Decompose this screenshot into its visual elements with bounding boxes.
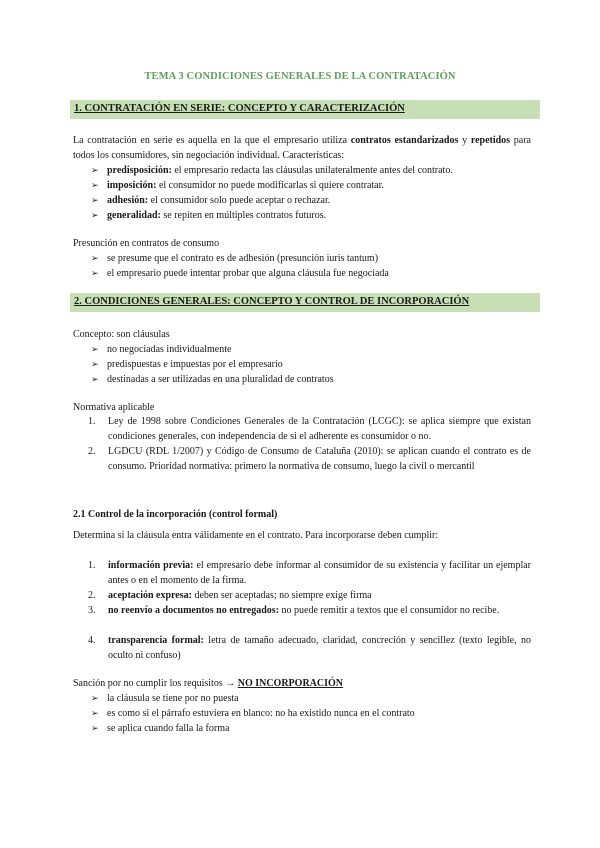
arrowhead-bullet-icon: ➢ xyxy=(91,360,99,370)
sanction-text: Sanción por no cumplir los requisitos → xyxy=(73,678,238,689)
document-title: TEMA 3 CONDICIONES GENERALES DE LA CONTRATACIÓN xyxy=(144,71,456,82)
requirement-text: no puede remitir a textos que el consumidor no recibe. xyxy=(279,605,500,616)
sanction-result: NO INCORPORACIÓN xyxy=(237,678,343,689)
concept-text: no negociadas individualmente xyxy=(107,344,232,355)
requirement-number: 3. xyxy=(88,605,96,616)
requirement-text: deben ser aceptadas; no siempre exige firma xyxy=(191,590,372,601)
intro-text-a: La contratación en serie es aquella en la que el empresario utiliza xyxy=(73,135,351,146)
arrowhead-bullet-icon: ➢ xyxy=(91,724,99,734)
norm-label: Normativa aplicable xyxy=(73,402,155,413)
feature-text: el consumidor solo puede aceptar o rechazar. xyxy=(148,195,331,206)
arrowhead-bullet-icon: ➢ xyxy=(91,694,99,704)
arrowhead-bullet-icon: ➢ xyxy=(91,166,99,176)
subsection-2-1-intro: Determina si la cláusula entra válidamente en el contrato. Para incorporarse deben cumplir: xyxy=(73,530,439,541)
arrowhead-bullet-icon: ➢ xyxy=(91,375,99,385)
sanction-item-text: es como si el párrafo estuviera en blanco: no ha existido nunca en el contrato xyxy=(107,708,415,719)
section-2-heading-bar xyxy=(70,293,540,312)
intro-term-standardized: contratos estandarizados xyxy=(350,135,459,146)
arrowhead-bullet-icon: ➢ xyxy=(91,196,99,206)
arrowhead-bullet-icon: ➢ xyxy=(91,709,99,719)
requirement-text: letra de tamaño adecuado, claridad, concreción y sencillez (texto legible, no oculto ni confuso) xyxy=(108,635,531,661)
feature-term: predisposición: xyxy=(107,165,172,176)
feature-text: el consumidor no puede modificarlas si quiere contratar. xyxy=(156,180,384,191)
requirement-body xyxy=(108,588,531,603)
concept-label: Concepto: son cláusulas xyxy=(73,329,170,340)
presumption-item xyxy=(91,251,378,267)
arrowhead-bullet-icon: ➢ xyxy=(91,269,99,279)
arrowhead-bullet-icon: ➢ xyxy=(91,181,99,191)
arrowhead-bullet-icon: ➢ xyxy=(91,345,99,355)
requirement-term: transparencia formal: xyxy=(108,635,204,646)
presumption-label: Presunción en contratos de consumo xyxy=(73,238,220,249)
arrowhead-bullet-icon: ➢ xyxy=(91,211,99,221)
norm-number: 1. xyxy=(88,416,96,427)
sanction-item xyxy=(91,721,229,737)
requirement-number: 4. xyxy=(88,635,96,646)
feature-term: adhesión: xyxy=(107,195,149,206)
intro-term-repeated: repetidos xyxy=(470,135,511,146)
feature-text: se repiten en múltiples contratos futuros. xyxy=(160,210,327,221)
requirement-term: aceptación expresa: xyxy=(108,590,192,601)
sanction-item-text: se aplica cuando falla la forma xyxy=(107,723,230,734)
requirement-body xyxy=(108,603,531,618)
presumption-text: se presume que el contrato es de adhesión (presunción iuris tantum) xyxy=(107,253,379,264)
feature-item xyxy=(91,193,330,209)
presumption-item xyxy=(91,266,389,282)
presumption-text: el empresario puede intentar probar que alguna cláusula fue negociada xyxy=(107,268,389,279)
subsection-2-1-heading: 2.1 Control de la incorporación (control formal) xyxy=(73,509,278,520)
norm-number: 2. xyxy=(88,446,96,457)
requirement-body xyxy=(108,558,531,588)
sanction-item xyxy=(91,691,239,707)
feature-item xyxy=(91,163,453,179)
intro-text-c: y xyxy=(458,135,471,146)
requirement-term: no reenvío a documentos no entregados: xyxy=(108,605,280,616)
requirement-number: 2. xyxy=(88,590,96,601)
requirement-number: 1. xyxy=(88,560,96,571)
sanction-item-text: la cláusula se tiene por no puesta xyxy=(107,693,239,704)
concept-text: destinadas a ser utilizadas en una pluralidad de contratos xyxy=(107,374,334,385)
requirement-text: el empresario debe informar al consumidor de su existencia y facilitar un ejemplar antes o en el momento de la firma. xyxy=(108,560,531,586)
section-1-intro xyxy=(73,133,531,163)
requirement-term: información previa: xyxy=(108,560,194,571)
concept-item xyxy=(91,357,283,373)
sanction-line xyxy=(73,676,531,691)
requirement-body xyxy=(108,633,531,663)
feature-item xyxy=(91,208,326,224)
intro-text-e: para todos los consumidores, sin negociación individual. Características: xyxy=(73,135,531,161)
feature-text: el empresario redacta las cláusulas unilateralmente antes del contrato. xyxy=(171,165,453,176)
arrowhead-bullet-icon: ➢ xyxy=(91,254,99,264)
norm-text: LGDCU (RDL 1/2007) y Código de Consumo de Cataluña (2010): se aplican cuando el contrato es de consumo. Prioridad normativa: primero la normativa de consumo, luego la civil o mercantil xyxy=(108,446,531,472)
concept-text: predispuestas e impuestas por el empresario xyxy=(107,359,283,370)
concept-item xyxy=(91,342,231,358)
section-1-heading-bar xyxy=(70,100,540,119)
section-1-heading: 1. CONTRATACIÓN EN SERIE: CONCEPTO Y CARACTERIZACIÓN xyxy=(74,103,405,114)
feature-term: generalidad: xyxy=(107,210,161,221)
sanction-item xyxy=(91,706,415,722)
feature-term: imposición: xyxy=(107,180,157,191)
feature-item xyxy=(91,178,384,194)
concept-item xyxy=(91,372,334,388)
section-2-heading: 2. CONDICIONES GENERALES: CONCEPTO Y CONTROL DE INCORPORACIÓN xyxy=(74,296,470,307)
norm-text: Ley de 1998 sobre Condiciones Generales de la Contratación (LCGC): se aplica siempre que existan condiciones generales, con independencia de si el adherente es consumidor o no. xyxy=(108,416,531,442)
